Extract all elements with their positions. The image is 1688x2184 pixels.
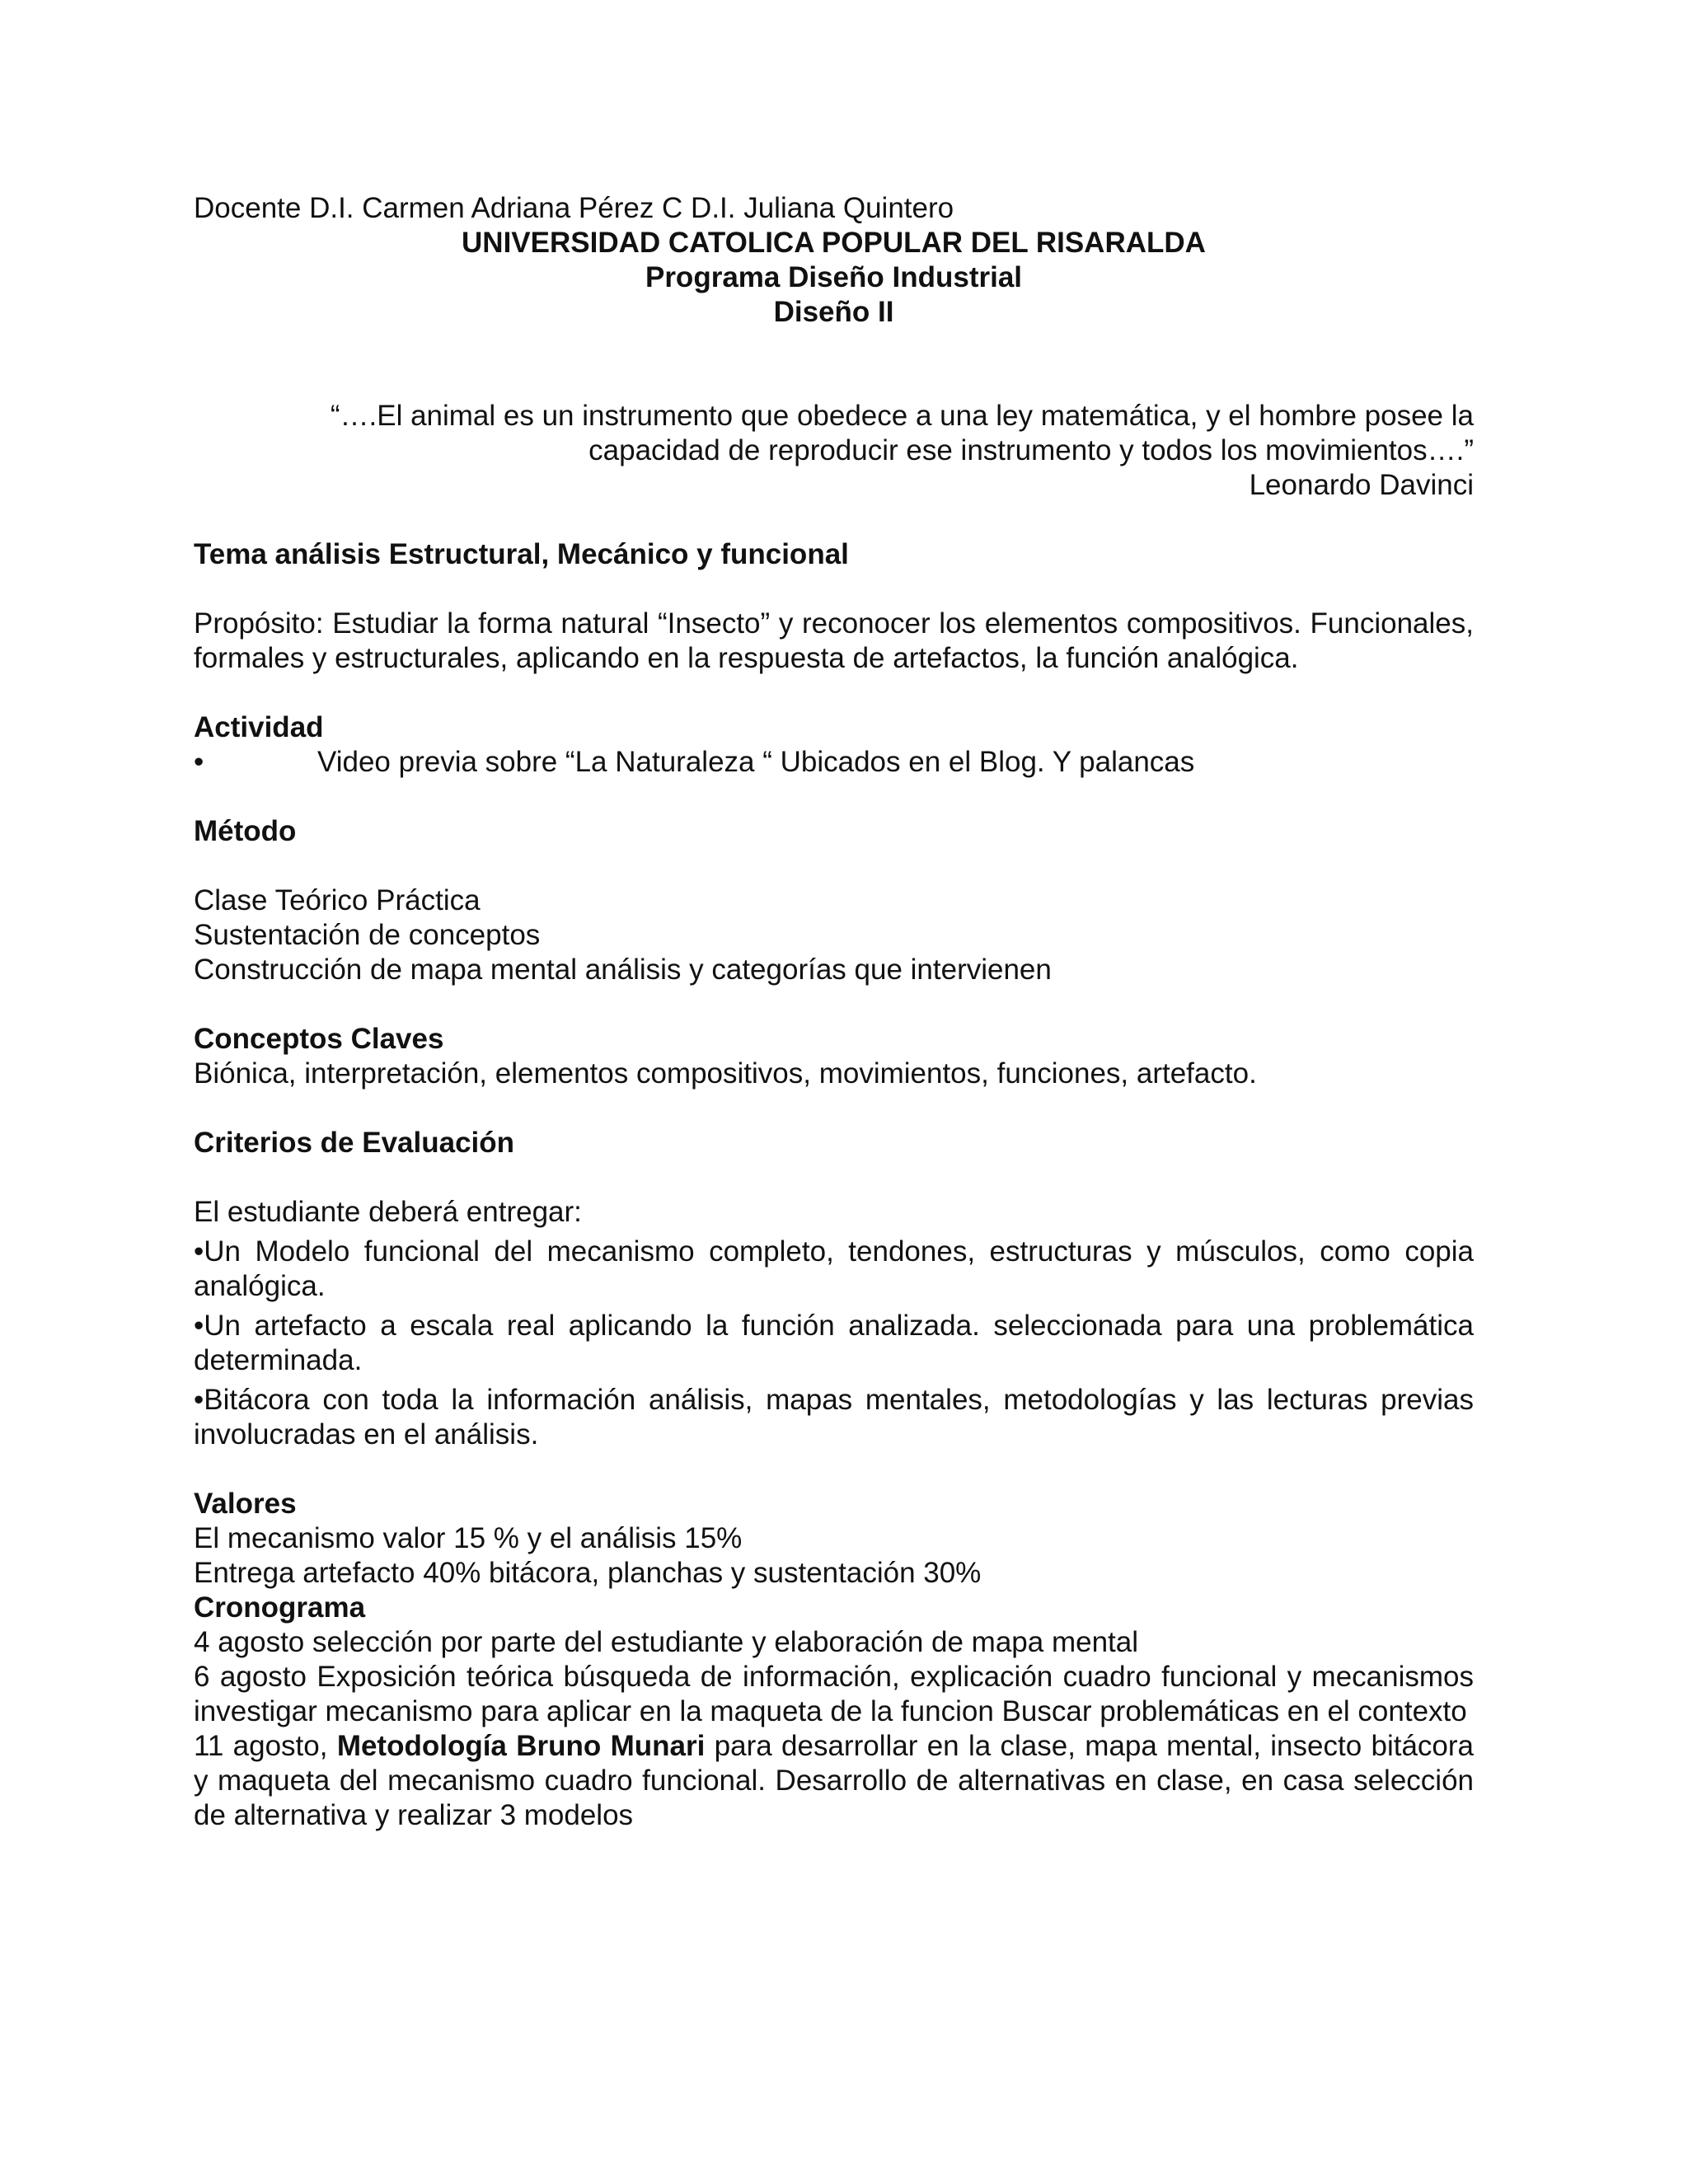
cronograma-line-3-rest: para desarrollar en la clase, mapa mental, insecto bitácora y maqueta del mecanismo cuadro funcional. Desarrollo de alternativas en clase, en casa selección de alternativa y realizar 3 modelos bbox=[194, 1730, 1475, 1831]
teachers-line: Docente D.I. Carmen Adriana Pérez C D.I. Juliana Quintero bbox=[194, 192, 954, 224]
cronograma-heading: Cronograma bbox=[194, 1591, 366, 1624]
criterios-item-1: •Un Modelo funcional del mecanismo completo, tendones, estructuras y músculos, como copia analógica. bbox=[194, 1235, 1474, 1302]
proposito-paragraph: Propósito: Estudiar la forma natural “Insecto” y reconocer los elementos compositivos. Funcionales, formales y estructurales, aplicando en la respuesta de artefactos, la función analógica. bbox=[194, 607, 1474, 674]
actividad-item bbox=[194, 745, 1474, 780]
actividad-heading: Actividad bbox=[194, 711, 324, 743]
criterios-heading: Criterios de Evaluación bbox=[194, 1127, 515, 1159]
cronograma-line-3 bbox=[194, 1729, 1474, 1833]
quote-line-2: capacidad de reproducir ese instrumento y todos los movimientos….” bbox=[588, 434, 1474, 466]
valores-line-1: El mecanismo valor 15 % y el análisis 15% bbox=[194, 1522, 743, 1554]
conceptos-text: Biónica, interpretación, elementos compositivos, movimientos, funciones, artefacto. bbox=[194, 1057, 1257, 1090]
munari-methodology: Metodología Bruno Munari bbox=[336, 1730, 706, 1762]
valores-line-2: Entrega artefacto 40% bitácora, planchas y sustentación 30% bbox=[194, 1557, 982, 1589]
metodo-heading: Método bbox=[194, 815, 297, 847]
course-title: Diseño II bbox=[773, 296, 894, 328]
actividad-item-text: Video previa sobre “La Naturaleza “ Ubicados en el Blog. Y palancas bbox=[317, 746, 1195, 778]
quote-line-1: “….El animal es un instrumento que obedece a una ley matemática, y el hombre posee la bbox=[330, 400, 1474, 432]
university-title: UNIVERSIDAD CATOLICA POPULAR DEL RISARALDA bbox=[462, 227, 1206, 259]
bullet-icon: • bbox=[194, 746, 204, 778]
criterios-intro: El estudiante deberá entregar: bbox=[194, 1196, 582, 1228]
criterios-item-3: •Bitácora con toda la información análisis, mapas mentales, metodologías y las lecturas previas involucradas en el análisis. bbox=[194, 1384, 1474, 1451]
tema-heading: Tema análisis Estructural, Mecánico y funcional bbox=[194, 538, 849, 570]
quote-block bbox=[194, 399, 1474, 503]
quote-author: Leonardo Davinci bbox=[1249, 469, 1474, 501]
program-title: Programa Diseño Industrial bbox=[645, 261, 1023, 293]
cronograma-line-1: 4 agosto selección por parte del estudiante y elaboración de mapa mental bbox=[194, 1626, 1139, 1658]
valores-heading: Valores bbox=[194, 1488, 297, 1520]
metodo-line-3: Construcción de mapa mental análisis y categorías que intervienen bbox=[194, 954, 1052, 986]
metodo-line-1: Clase Teórico Práctica bbox=[194, 884, 481, 916]
document-page bbox=[194, 191, 1474, 1833]
metodo-line-2: Sustentación de conceptos bbox=[194, 919, 541, 951]
criterios-item-2: •Un artefacto a escala real aplicando la función analizada. seleccionada para una problemática determinada. bbox=[194, 1310, 1474, 1376]
cronograma-line-2: 6 agosto Exposición teórica búsqueda de información, explicación cuadro funcional y mecanismos investigar mecanismo para aplicar en la maqueta de la funcion Buscar problemáticas en el contexto bbox=[194, 1661, 1474, 1727]
conceptos-heading: Conceptos Claves bbox=[194, 1023, 444, 1055]
cronograma-line-3-prefix: 11 agosto, bbox=[194, 1730, 337, 1762]
